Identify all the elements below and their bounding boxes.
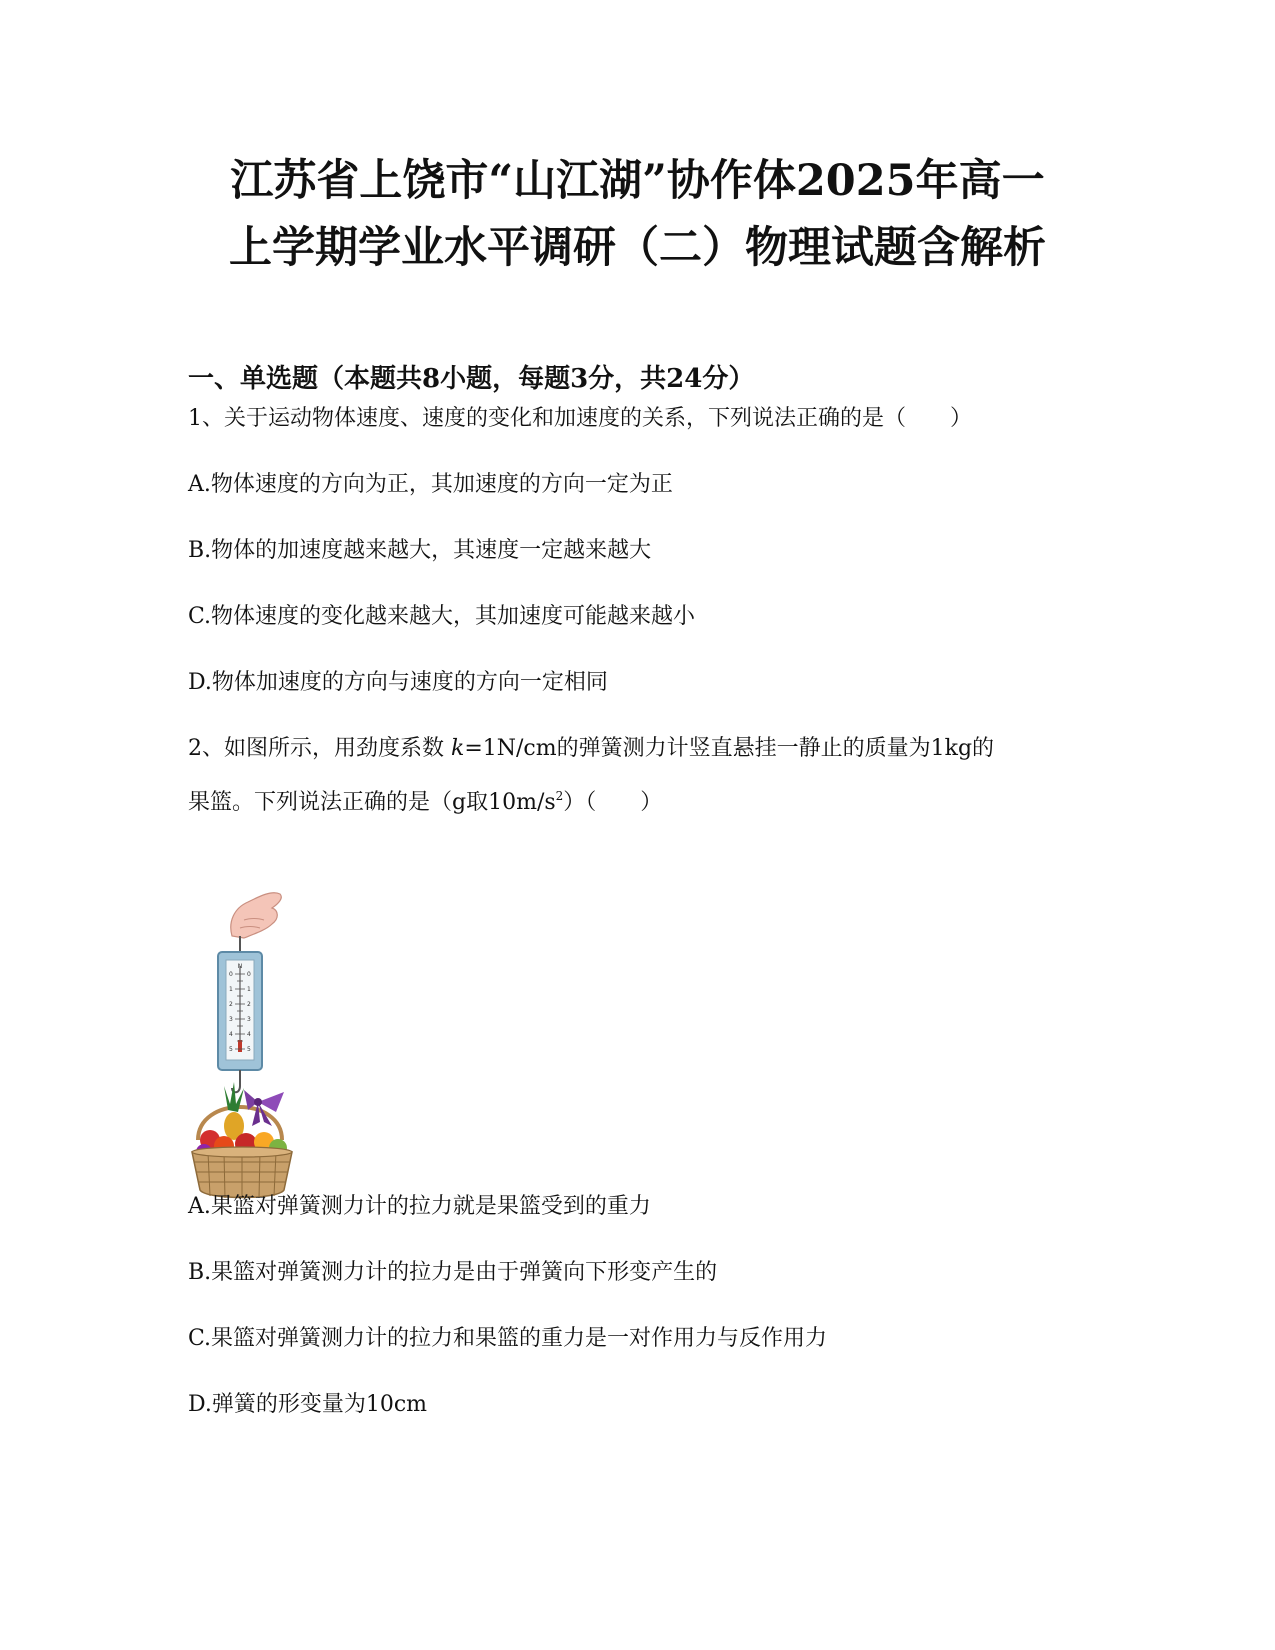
document-title-line-1: 江苏省上饶市“山江湖”协作体2025年高一 [230,156,1045,206]
hand-icon [231,893,282,938]
question-1-option-a: A.物体速度的方向为正，其加速度的方向一定为正 [188,472,673,497]
scale-tick-label: 5 [247,1046,251,1053]
document-title-line-2: 上学期学业水平调研（二）物理试题含解析 [229,223,1046,273]
basket-icon [192,1147,292,1198]
question-2-option-b: B.果篮对弹簧测力计的拉力是由于弹簧向下形变产生的 [188,1260,718,1285]
exponent-superscript: 2 [555,789,564,803]
ribbon-bow-icon [244,1090,284,1126]
scale-tick-label: 4 [247,1031,251,1038]
scale-tick-label: 2 [247,1001,251,1008]
question-1-stem: 1、关于运动物体速度、速度的变化和加速度的关系，下列说法正确的是（ ） [188,406,972,431]
scale-tick-label: 1 [247,986,251,993]
question-2-stem-line-1 [188,734,994,764]
scale-tick-label: 5 [229,1046,233,1053]
question-1-option-c: C.物体速度的变化越来越大，其加速度可能越来越小 [188,604,696,629]
section-heading: 一、单选题（本题共8小题，每题3分，共24分） [188,364,755,394]
question-1-option-b: B.物体的加速度越来越大，其速度一定越来越大 [188,538,652,563]
scale-unit-label: N [237,963,243,970]
scale-tick-label: 4 [229,1031,233,1038]
question-2-option-c: C.果篮对弹簧测力计的拉力和果篮的重力是一对作用力与反作用力 [188,1326,828,1351]
question-2-stem-line-2-suffix: ）（ ） [563,790,663,815]
question-2-option-a: A.果篮对弹簧测力计的拉力就是果篮受到的重力 [188,1194,651,1219]
scale-tick-label: 3 [247,1016,251,1023]
spring-scale-icon [218,952,262,1070]
scale-tick-label: 0 [247,971,251,978]
question-2-stem-prefix: 2、如图所示，用劲度系数 [188,736,451,761]
scale-tick-label: 0 [229,971,233,978]
scale-tick-label: 2 [229,1001,233,1008]
question-2-stem-line-2-prefix: 果篮。下列说法正确的是（g取10m/s [188,790,556,815]
question-2-option-d: D.弹簧的形变量为10cm [188,1392,428,1417]
spring-constant-symbol: k [451,736,465,761]
question-2-stem-line-2 [188,781,662,818]
scale-tick-label: 3 [229,1016,233,1023]
scale-tick-label: 1 [229,986,233,993]
spring-scale-fruit-basket-figure [188,890,313,1210]
question-2-stem-suffix: =1N/cm的弹簧测力计竖直悬挂一静止的质量为1kg的 [464,736,995,761]
question-1-option-d: D.物体加速度的方向与速度的方向一定相同 [188,670,608,695]
